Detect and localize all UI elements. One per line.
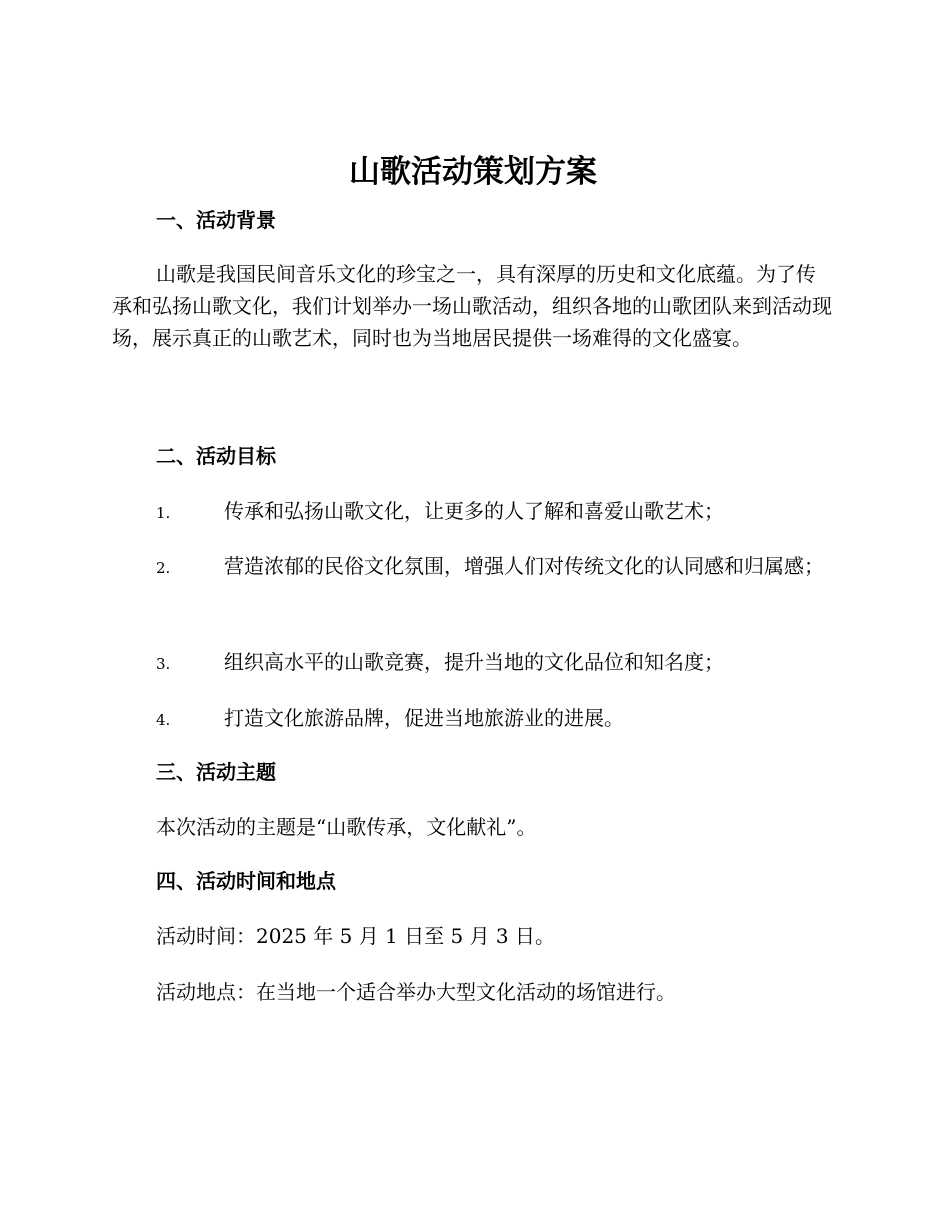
goal-list-item (112, 550, 834, 584)
list-text: 组织高水平的山歌竞赛，提升当地的文化品位和知名度； (224, 650, 724, 674)
goal-list-item (112, 702, 834, 736)
list-number: 4. (156, 711, 171, 729)
event-location: 活动地点：在当地一个适合举办大型文化活动的场馆进行。 (156, 980, 676, 1004)
list-number: 3. (156, 655, 171, 673)
goal-list-item (112, 495, 834, 529)
list-text: 打造文化旅游品牌，促进当地旅游业的进展。 (224, 706, 624, 730)
event-time: 活动时间：2025 年 5 月 1 日至 5 月 3 日。 (156, 924, 556, 948)
document-page (112, 0, 834, 1230)
goal-list-item (112, 646, 834, 680)
list-text: 营造浓郁的民俗文化氛围，增强人们对传统文化的认同感和归属感； (224, 554, 824, 578)
section-heading-goals: 二、活动目标 (156, 444, 276, 468)
list-number: 2. (156, 559, 171, 577)
list-text: 传承和弘扬山歌文化，让更多的人了解和喜爱山歌艺术； (224, 499, 724, 523)
section-heading-background: 一、活动背景 (156, 208, 276, 232)
section-heading-time-location: 四、活动时间和地点 (156, 869, 336, 893)
document-title: 山歌活动策划方案 (349, 154, 597, 190)
background-paragraph: 山歌是我国民间音乐文化的珍宝之一，具有深厚的历史和文化底蕴。为了传承和弘扬山歌文化，我们计划举办一场山歌活动，组织各地的山歌团队来到活动现场，展示真正的山歌艺术，同时也为当地居民提供一场难得的文化盛宴。 (112, 262, 832, 350)
list-number: 1. (156, 504, 171, 522)
theme-text: 本次活动的主题是“山歌传承，文化献礼”。 (156, 815, 537, 839)
section-heading-theme: 三、活动主题 (156, 760, 276, 784)
